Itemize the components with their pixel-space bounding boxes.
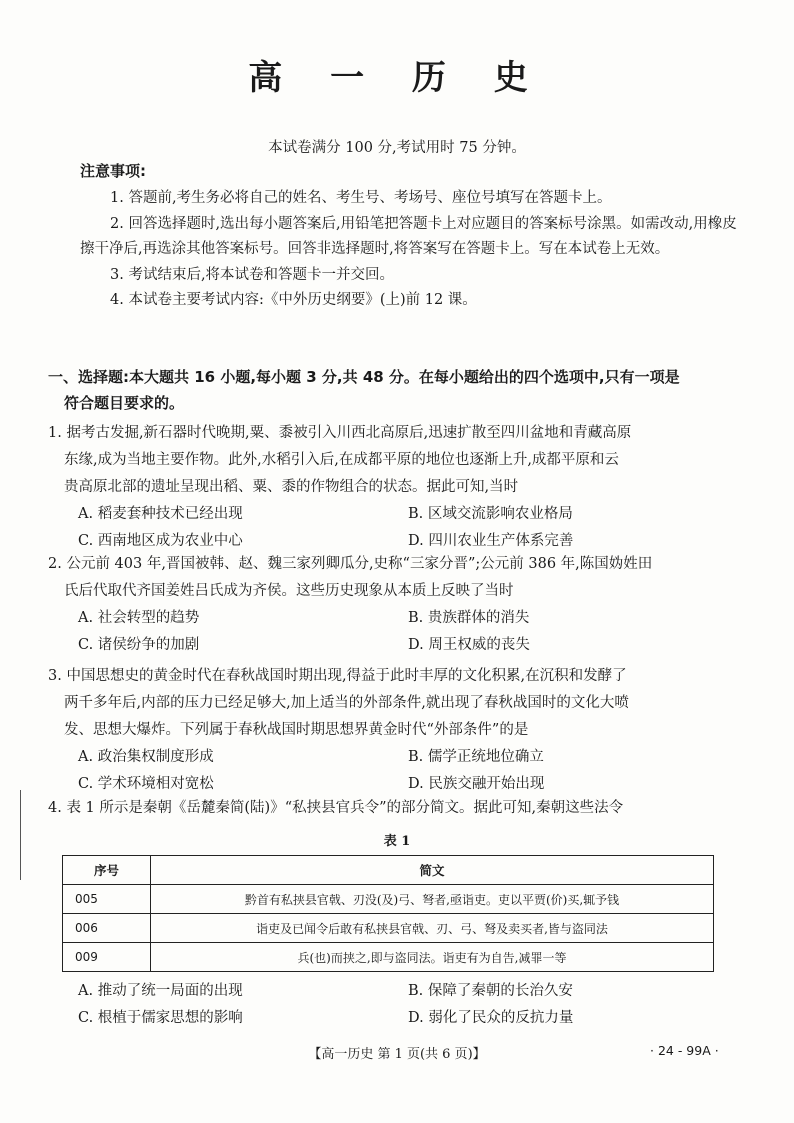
question-stem [48, 795, 748, 822]
option-d: D. 弱化了民众的反抗力量 [408, 1010, 574, 1026]
option-c: C. 诸侯纷争的加剧 [78, 637, 200, 653]
question-stem [48, 551, 748, 605]
section-heading-line: 一、选择题:本大题共 16 小题,每小题 3 分,共 48 分。在每小题给出的四个选项中,只有一项是 [48, 368, 680, 386]
exam-info: 本试卷满分 100 分,考试用时 75 分钟。 [268, 140, 526, 156]
stem-line: 4. 表 1 所示是秦朝《岳麓秦简(陆)》“私挟县官兵令”的部分简文。据此可知,秦朝这些法令 [48, 800, 624, 816]
options [48, 978, 748, 1032]
option-a: A. 社会转型的趋势 [78, 610, 200, 626]
question-stem [48, 420, 748, 501]
stem-line: 东缘,成为当地主要作物。此外,水稻引入后,在成都平原的地位也逐渐上升,成都平原和云 [64, 452, 619, 468]
notice-item: 1. 答题前,考生务必将自己的姓名、考生号、考场号、座位号填写在答题卡上。 [110, 190, 612, 206]
page-title: 高 一 历 史 [248, 58, 546, 98]
stem-line: 3. 中国思想史的黄金时代在春秋战国时期出现,得益于此时丰厚的文化积累,在沉积和发酵了 [48, 668, 627, 684]
stem-line: 贵高原北部的遗址呈现出稻、粟、黍的作物组合的状态。据此可知,当时 [64, 479, 519, 495]
option-a: A. 推动了统一局面的出现 [78, 983, 243, 999]
option-b: B. 保障了秦朝的长治久安 [408, 983, 573, 999]
table-row [63, 943, 714, 972]
bamboo-slip-table [62, 855, 714, 972]
option-b: B. 贵族群体的消失 [408, 610, 530, 626]
option-d: D. 周王权威的丧失 [408, 637, 530, 653]
row-number: 005 [63, 885, 151, 914]
question-3 [48, 663, 748, 798]
options [48, 744, 748, 798]
option-a: A. 政治集权制度形成 [78, 749, 214, 765]
section-heading [48, 364, 748, 416]
question-4-options [48, 978, 748, 1032]
exam-code: · 24 - 99A · [650, 1043, 719, 1058]
table-row [63, 914, 714, 943]
row-number: 009 [63, 943, 151, 972]
stem-line: 氏后代取代齐国姜姓吕氏成为齐侯。这些历史现象从本质上反映了当时 [64, 583, 514, 599]
stem-line: 发、思想大爆炸。下列属于春秋战国时期思想界黄金时代“外部条件”的是 [64, 722, 529, 738]
option-b: B. 儒学正统地位确立 [408, 749, 544, 765]
notice-list [80, 186, 740, 314]
option-c: C. 根植于儒家思想的影响 [78, 1010, 243, 1026]
options [48, 605, 748, 659]
stem-line: 2. 公元前 403 年,晋国被韩、赵、魏三家列卿瓜分,史称“三家分晋”;公元前 386 年,陈国妫姓田 [48, 556, 653, 572]
table-caption: 表 1 [383, 834, 411, 849]
options [48, 501, 748, 555]
table-header-row [63, 856, 714, 885]
table-row [63, 885, 714, 914]
row-text: 诣吏及已闻令后敢有私挟县官戟、刃、弓、弩及卖买者,皆与盗同法 [151, 914, 714, 943]
option-d: D. 民族交融开始出现 [408, 776, 545, 792]
option-c: C. 西南地区成为农业中心 [78, 533, 243, 549]
question-1 [48, 420, 748, 555]
notice-item: 3. 考试结束后,将本试卷和答题卡一并交回。 [110, 266, 395, 283]
row-number: 006 [63, 914, 151, 943]
column-header-text: 简文 [151, 856, 714, 885]
row-text: 兵(也)而挟之,即与盗同法。诣吏有为自告,减罪一等 [151, 943, 714, 972]
column-header-number: 序号 [63, 856, 151, 885]
notice-heading: 注意事项: [80, 162, 146, 180]
notice-item: 2. 回答选择题时,选出每小题答案后,用铅笔把答题卡上对应题目的答案标号涂黑。如需改动,用橡皮擦干净后,再选涂其他答案标号。回答非选择题时,将答案写在答题卡上。写在本试卷上无效。 [80, 215, 737, 257]
stem-line: 两千多年后,内部的压力已经足够大,加上适当的外部条件,就出现了春秋战国时的文化大喷 [64, 695, 629, 711]
question-4 [48, 795, 748, 822]
row-text: 黔首有私挟县官戟、刃没(及)弓、弩者,亟诣吏。吏以平贾(价)买,辄予钱 [151, 885, 714, 914]
option-b: B. 区域交流影响农业格局 [408, 506, 573, 522]
option-c: C. 学术环境相对宽松 [78, 776, 214, 792]
notice-item: 4. 本试卷主要考试内容:《中外历史纲要》(上)前 12 课。 [110, 292, 477, 308]
binding-margin-line [20, 790, 21, 880]
question-stem [48, 663, 748, 744]
question-2 [48, 551, 748, 659]
section-heading-line: 符合题目要求的。 [64, 394, 185, 412]
page-footer: 【高一历史 第 1 页(共 6 页)】 [308, 1047, 486, 1062]
option-d: D. 四川农业生产体系完善 [408, 533, 574, 549]
stem-line: 1. 据考古发掘,新石器时代晚期,粟、黍被引入川西北高原后,迅速扩散至四川盆地和青藏高原 [48, 425, 632, 441]
option-a: A. 稻麦套种技术已经出现 [78, 506, 243, 522]
